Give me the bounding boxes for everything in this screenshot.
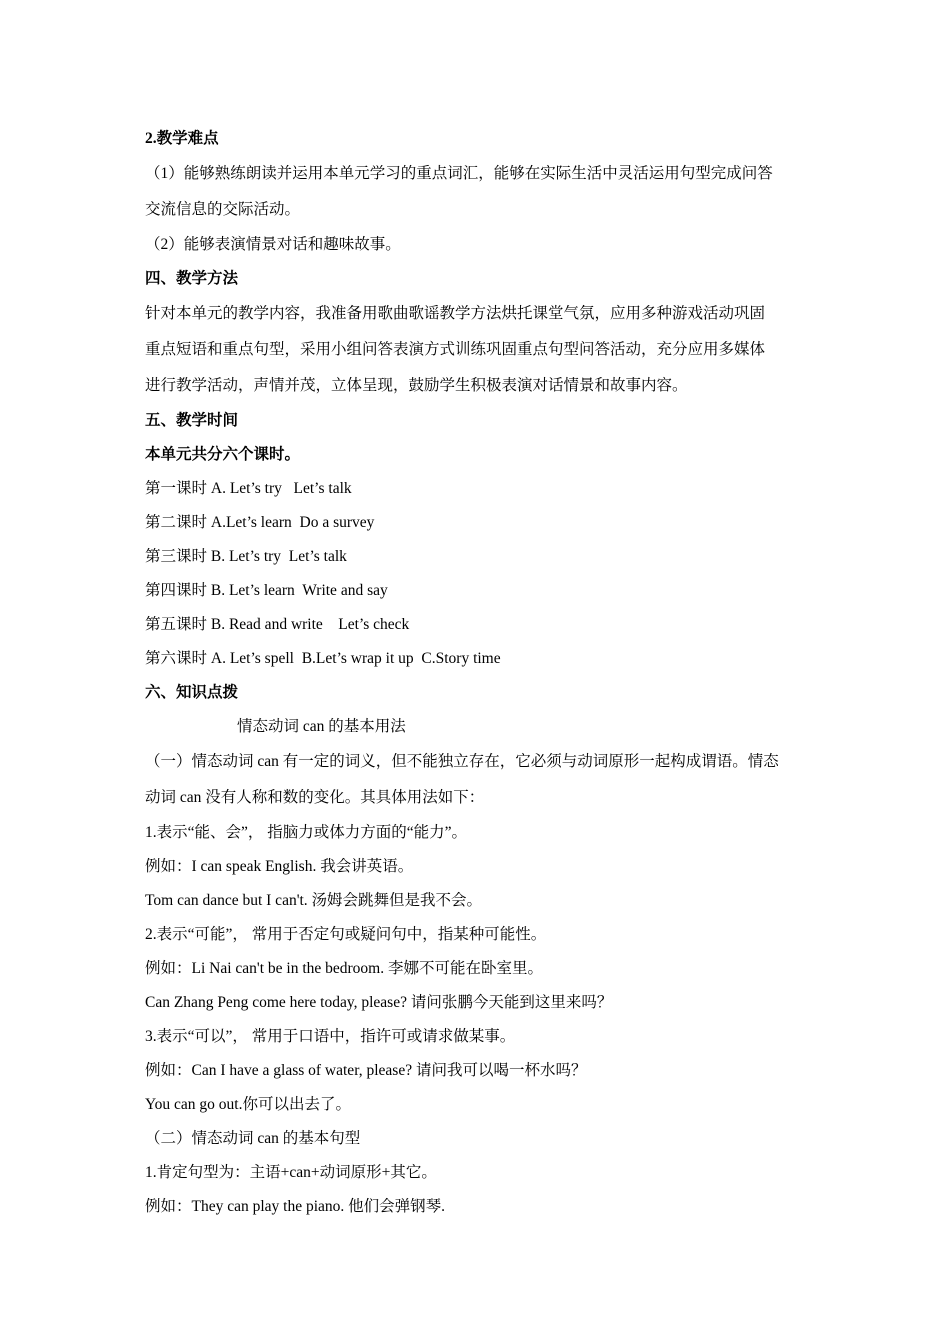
text-line: 3.表示“可以”， 常用于口语中，指许可或请求做某事。 [145, 1028, 516, 1045]
text-line: You can go out.你可以出去了。 [145, 1096, 351, 1113]
text-line: （二）情态动词 can 的基本句型 [145, 1130, 361, 1147]
text-line: 第六课时 A. Let’s spell B.Let’s wrap it up C.Story time [145, 650, 501, 667]
text-line: 第四课时 B. Let’s learn Write and say [145, 582, 388, 599]
section-heading: 本单元共分六个课时。 [145, 446, 301, 463]
text-line: 第二课时 A.Let’s learn Do a survey [145, 514, 375, 531]
text-line: 2.表示“可能”， 常用于否定句或疑问句中，指某种可能性。 [145, 926, 547, 943]
text-line: 交流信息的交际活动。 [145, 201, 301, 218]
text-line: 针对本单元的教学内容，我准备用歌曲歌谣教学方法烘托课堂气氛，应用多种游戏活动巩固 [145, 305, 766, 322]
text-line: 例如：They can play the piano. 他们会弹钢琴. [145, 1198, 446, 1215]
text-line: 例如：Li Nai can't be in the bedroom. 李娜不可能在卧室里。 [145, 960, 543, 977]
text-line: 进行教学活动，声情并茂，立体呈现，鼓励学生积极表演对话情景和故事内容。 [145, 377, 688, 394]
text-line: 1.肯定句型为：主语+can+动词原形+其它。 [145, 1164, 437, 1181]
section-heading: 五、教学时间 [145, 412, 239, 429]
section-heading: 六、知识点拨 [145, 684, 239, 701]
text-line: 第五课时 B. Read and write Let’s check [145, 616, 410, 633]
text-line: 情态动词 can 的基本用法 [237, 718, 406, 735]
text-line: 例如：Can I have a glass of water, please? 请问我可以喝一杯水吗？ [145, 1062, 587, 1079]
text-line: 重点短语和重点句型，采用小组问答表演方式训练巩固重点句型问答活动，充分应用多媒体 [145, 341, 766, 358]
text-line: 动词 can 没有人称和数的变化。其具体用法如下： [145, 789, 485, 806]
text-line: （1）能够熟练朗读并运用本单元学习的重点词汇，能够在实际生活中灵活运用句型完成问答 [145, 165, 773, 182]
text-line: 例如：I can speak English. 我会讲英语。 [145, 858, 414, 875]
text-line: 第三课时 B. Let’s try Let’s talk [145, 548, 347, 565]
text-line: 1.表示“能、会”， 指脑力或体力方面的“能力”。 [145, 824, 468, 841]
text-line: Tom can dance but I can't. 汤姆会跳舞但是我不会。 [145, 892, 483, 909]
text-line: （2）能够表演情景对话和趣味故事。 [145, 236, 401, 253]
text-line: 第一课时 A. Let’s try Let’s talk [145, 480, 352, 497]
document-body [145, 122, 810, 1224]
section-heading: 2.教学难点 [145, 130, 219, 147]
text-line: （一）情态动词 can 有一定的词义，但不能独立存在，它必须与动词原形一起构成谓语。情态 [145, 753, 779, 770]
section-heading: 四、教学方法 [145, 270, 239, 287]
text-line: Can Zhang Peng come here today, please? 请问张鹏今天能到这里来吗？ [145, 994, 613, 1011]
